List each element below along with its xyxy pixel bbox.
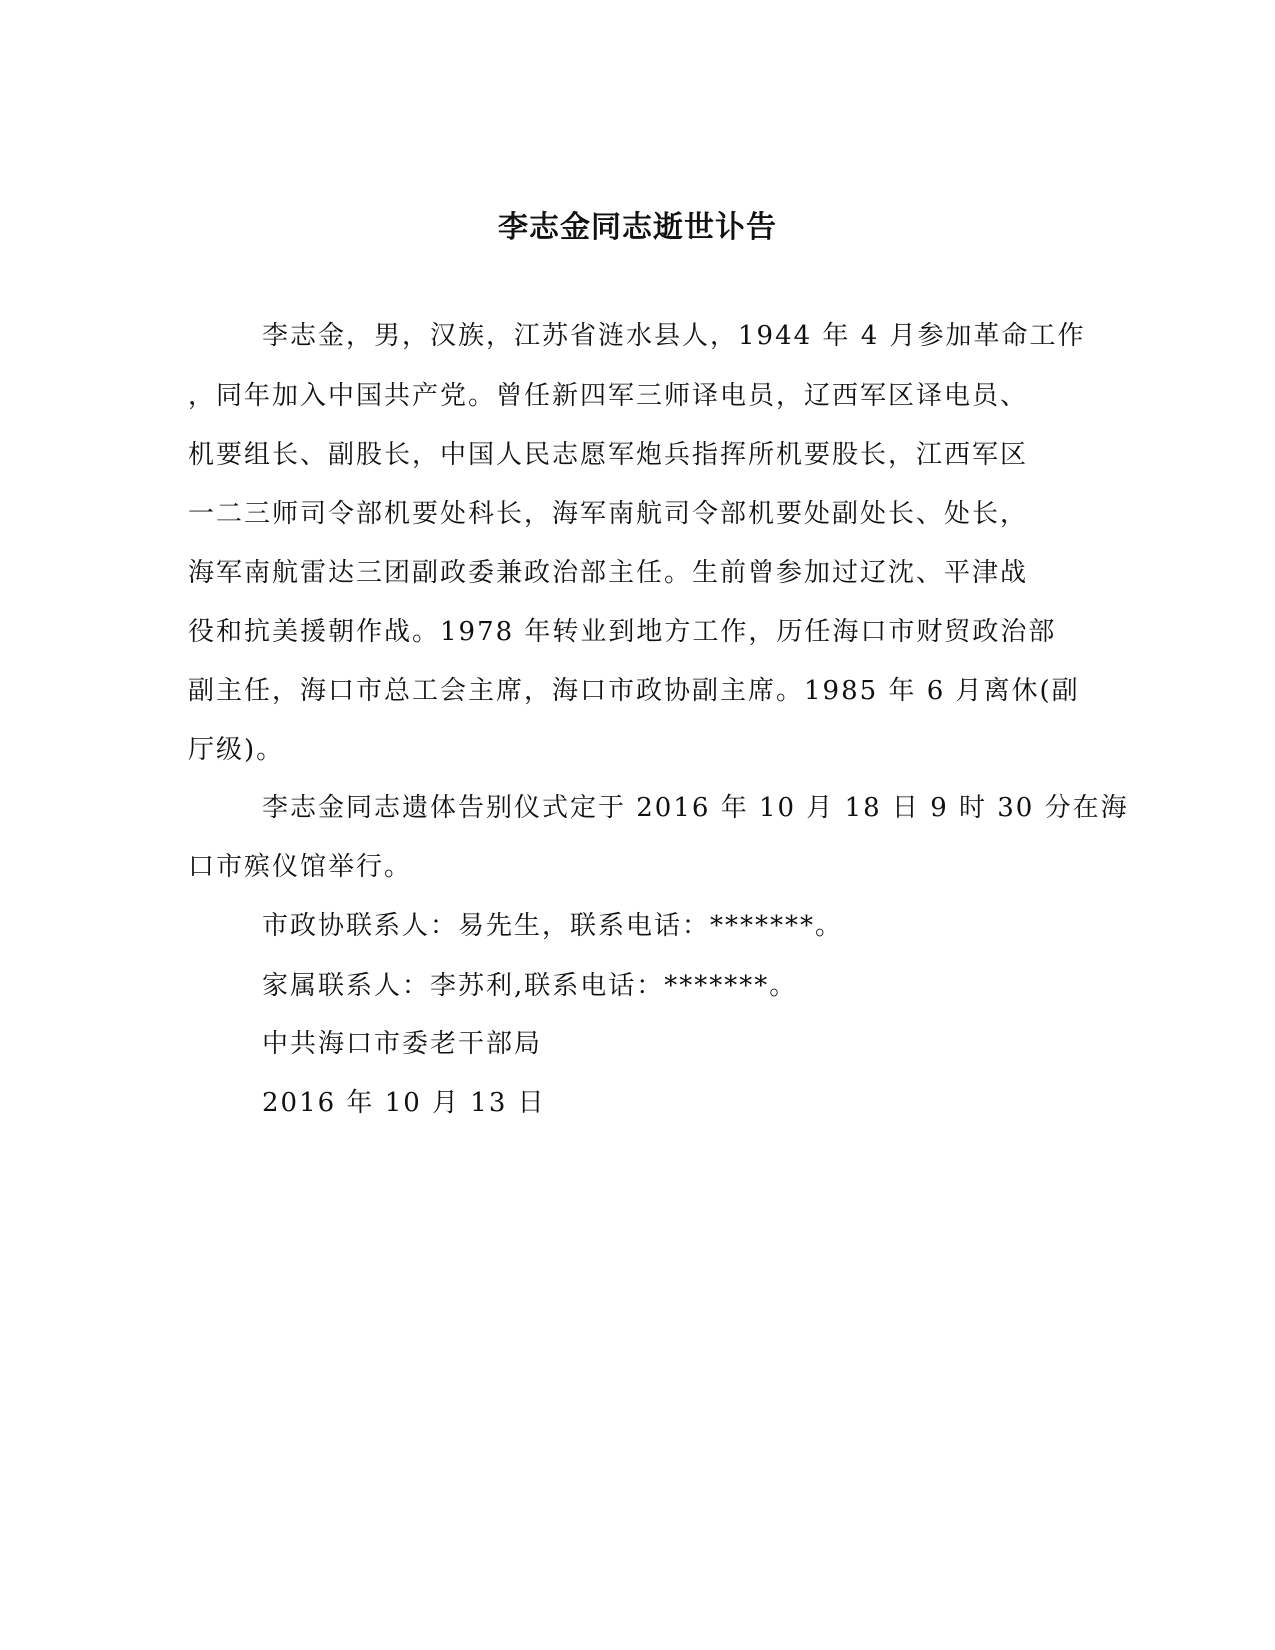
paragraph1-line-8: 厅级)。 [188,735,285,765]
paragraph1-line-3: 机要组长、副股长，中国人民志愿军炮兵指挥所机要股长，江西军区 [188,440,1029,470]
issuer-name: 中共海口市委老干部局 [262,1029,543,1059]
paragraph1-line-7: 副主任，海口市总工会主席，海口市政协副主席。1985 年 6 月离休(副 [188,676,1080,706]
paragraph1-line-1: 李志金，男，汉族，江苏省涟水县人，1944 年 4 月参加革命工作 [262,321,1086,351]
issue-date: 2016 年 10 月 13 日 [262,1088,546,1118]
document-title: 李志金同志逝世讣告 [498,210,777,245]
contact-cppcc: 市政协联系人：易先生，联系电话：*******。 [262,911,844,941]
paragraph2-line-2: 口市殡仪馆举行。 [188,852,413,882]
paragraph1-line-6: 役和抗美援朝作战。1978 年转业到地方工作，历任海口市财贸政治部 [188,617,1057,647]
paragraph1-line-5: 海军南航雷达三团副政委兼政治部主任。生前曾参加过辽沈、平津战 [188,558,1029,588]
paragraph1-line-2: ，同年加入中国共产党。曾任新四军三师译电员，辽西军区译电员、 [188,381,1029,411]
paragraph1-line-4: 一二三师司令部机要处科长，海军南航司令部机要处副处长、处长， [188,499,1029,529]
paragraph2-line-1: 李志金同志遗体告别仪式定于 2016 年 10 月 18 日 9 时 30 分在海 [262,793,1129,823]
contact-family: 家属联系人：李苏利,联系电话：*******。 [262,971,798,1001]
